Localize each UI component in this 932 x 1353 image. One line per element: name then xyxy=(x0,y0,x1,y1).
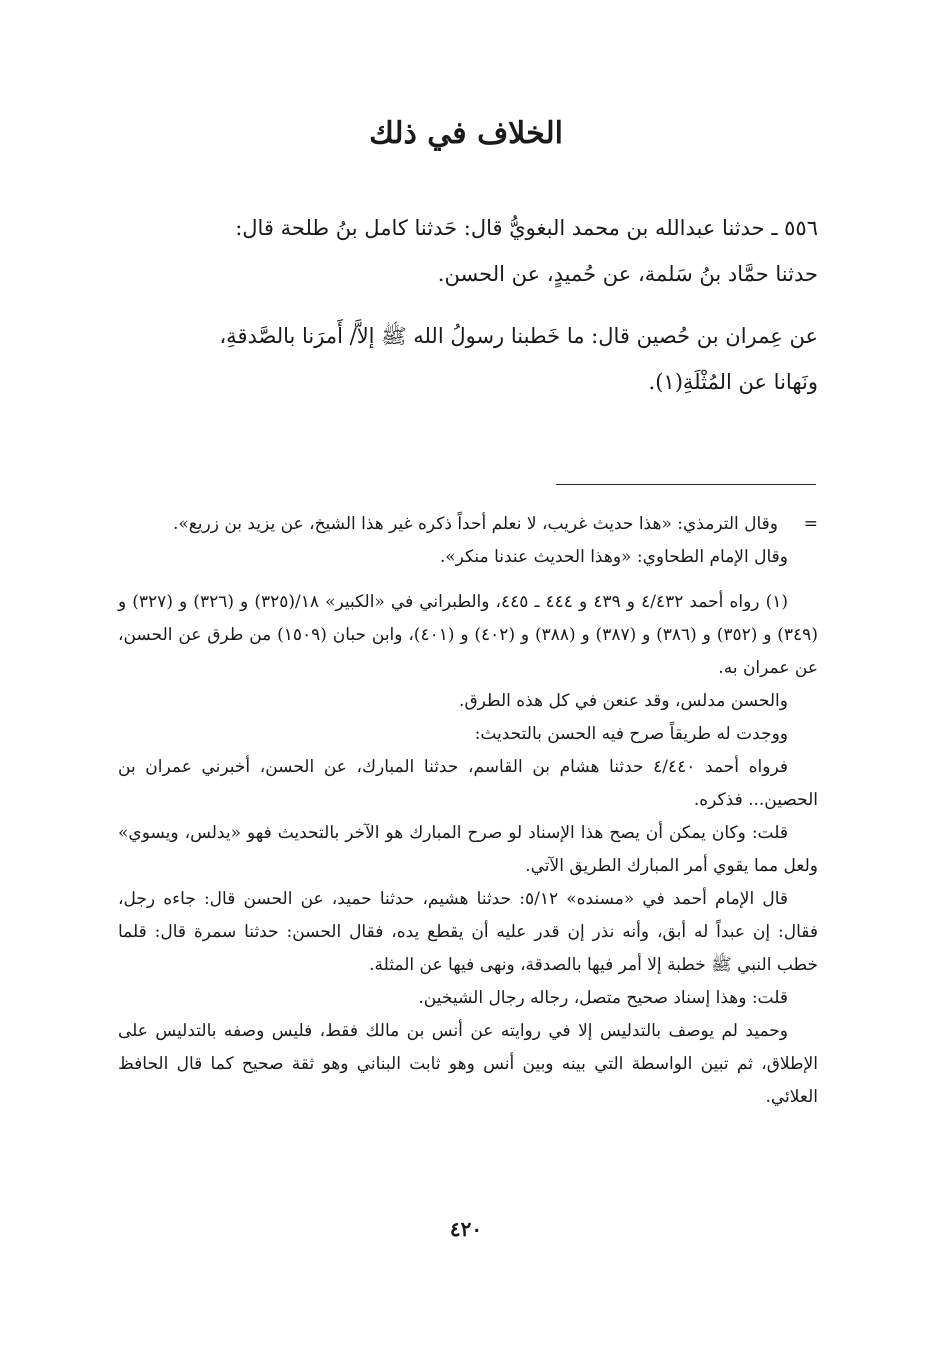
footnote-paragraph: والحسن مدلس، وقد عنعن في كل هذه الطرق. xyxy=(459,691,788,711)
footnote-paragraph: وقال الإمام الطحاوي: «وهذا الحديث عندنا منكر». xyxy=(439,547,788,567)
footnote-continued xyxy=(118,508,818,541)
hadith-text-line-1: عن عِمران بن حُصين قال: ما خَطبنا رسولُ الله ﷺ إلاَّ/ أَمرَنا بالصَّدقةِ، xyxy=(219,324,818,348)
footnote-paragraph: ووجدت له طريقاً صرح فيه الحسن بالتحديث: xyxy=(474,724,788,744)
footnote-paragraph: قلت: وهذا إسناد صحيح متصل، رجاله رجال الشيخين. xyxy=(418,988,788,1008)
hadith-text-line-2: ونَهانا عن المُثْلَةِ(١). xyxy=(648,370,818,394)
footnote-paragraph: فرواه أحمد ٤/٤٤٠ حدثنا هشام بن القاسم، حدثنا المبارك، عن الحسن، أخبرني عمران بن الحصين... فذكره. xyxy=(118,757,818,810)
page-number: ٤٢٠ xyxy=(449,1217,483,1241)
chapter-title: الخلاف في ذلك xyxy=(369,116,563,151)
footnotes xyxy=(118,508,818,1114)
footnote-paragraph: وحميد لم يوصف بالتدليس إلا في روايته عن أنس بن مالك فقط، فليس وصفه بالتدليس على الإطلاق، ثم تبين الواسطة التي بينه وبين أنس وهو ثابت البناني وهو ثقة صحيح كما قال الحافظ العلائي. xyxy=(118,1021,818,1107)
footnote-paragraph: قلت: وكان يمكن أن يصح هذا الإسناد لو صرح المبارك هو الآخر بالتحديث فهو «يدلس، ويسوي» ولعل مما يقوي أمر المبارك الطريق الآتي. xyxy=(118,823,818,876)
footnote-text: وقال الترمذي: «هذا حديث غريب، لا نعلم أحداً ذكره غير هذا الشيخ، عن يزيد بن زريع». xyxy=(172,514,778,534)
footnote-1: (١) رواه أحمد ٤/٤٣٢ و ٤٣٩ و ٤٤٤ ـ ٤٤٥، والطبراني في «الكبير» ١٨/(٣٢٥) و (٣٢٦) و (٣٢٧) و (٣٤٩) و (٣٥٢) و (٣٨٦) و (٣٨٧) و (٣٨٨) و (٤٠٢) و (٤٠١)، وابن حبان (١٥٠٩) من طرق عن الحسن، عن عمران به. xyxy=(118,592,818,678)
hadith-chain-line-2: حدثنا حمَّاد بنُ سَلمة، عن حُميدٍ، عن الحسن. xyxy=(437,262,818,286)
hadith-chain-line-1: ٥٥٦ ـ حدثنا عبدالله بن محمد البغويُّ قال: حَدثنا كامل بنُ طلحة قال: xyxy=(235,216,818,240)
continuation-marker: = xyxy=(803,514,818,534)
main-text xyxy=(118,205,818,405)
footnote-paragraph: قال الإمام أحمد في «مسنده» ٥/١٢: حدثنا هشيم، حدثنا حميد، عن الحسن قال: جاءه رجل، فقال: إن عبداً له أبق، وأنه نذر إن قدر عليه أن يقطع يده، فقال الحسن: حدثنا سمرة قال: قلما خطب النبي ﷺ خطبة إلا أمر فيها بالصدقة، ونهى فيها عن المثلة. xyxy=(118,889,818,975)
footnote-separator xyxy=(556,484,816,485)
